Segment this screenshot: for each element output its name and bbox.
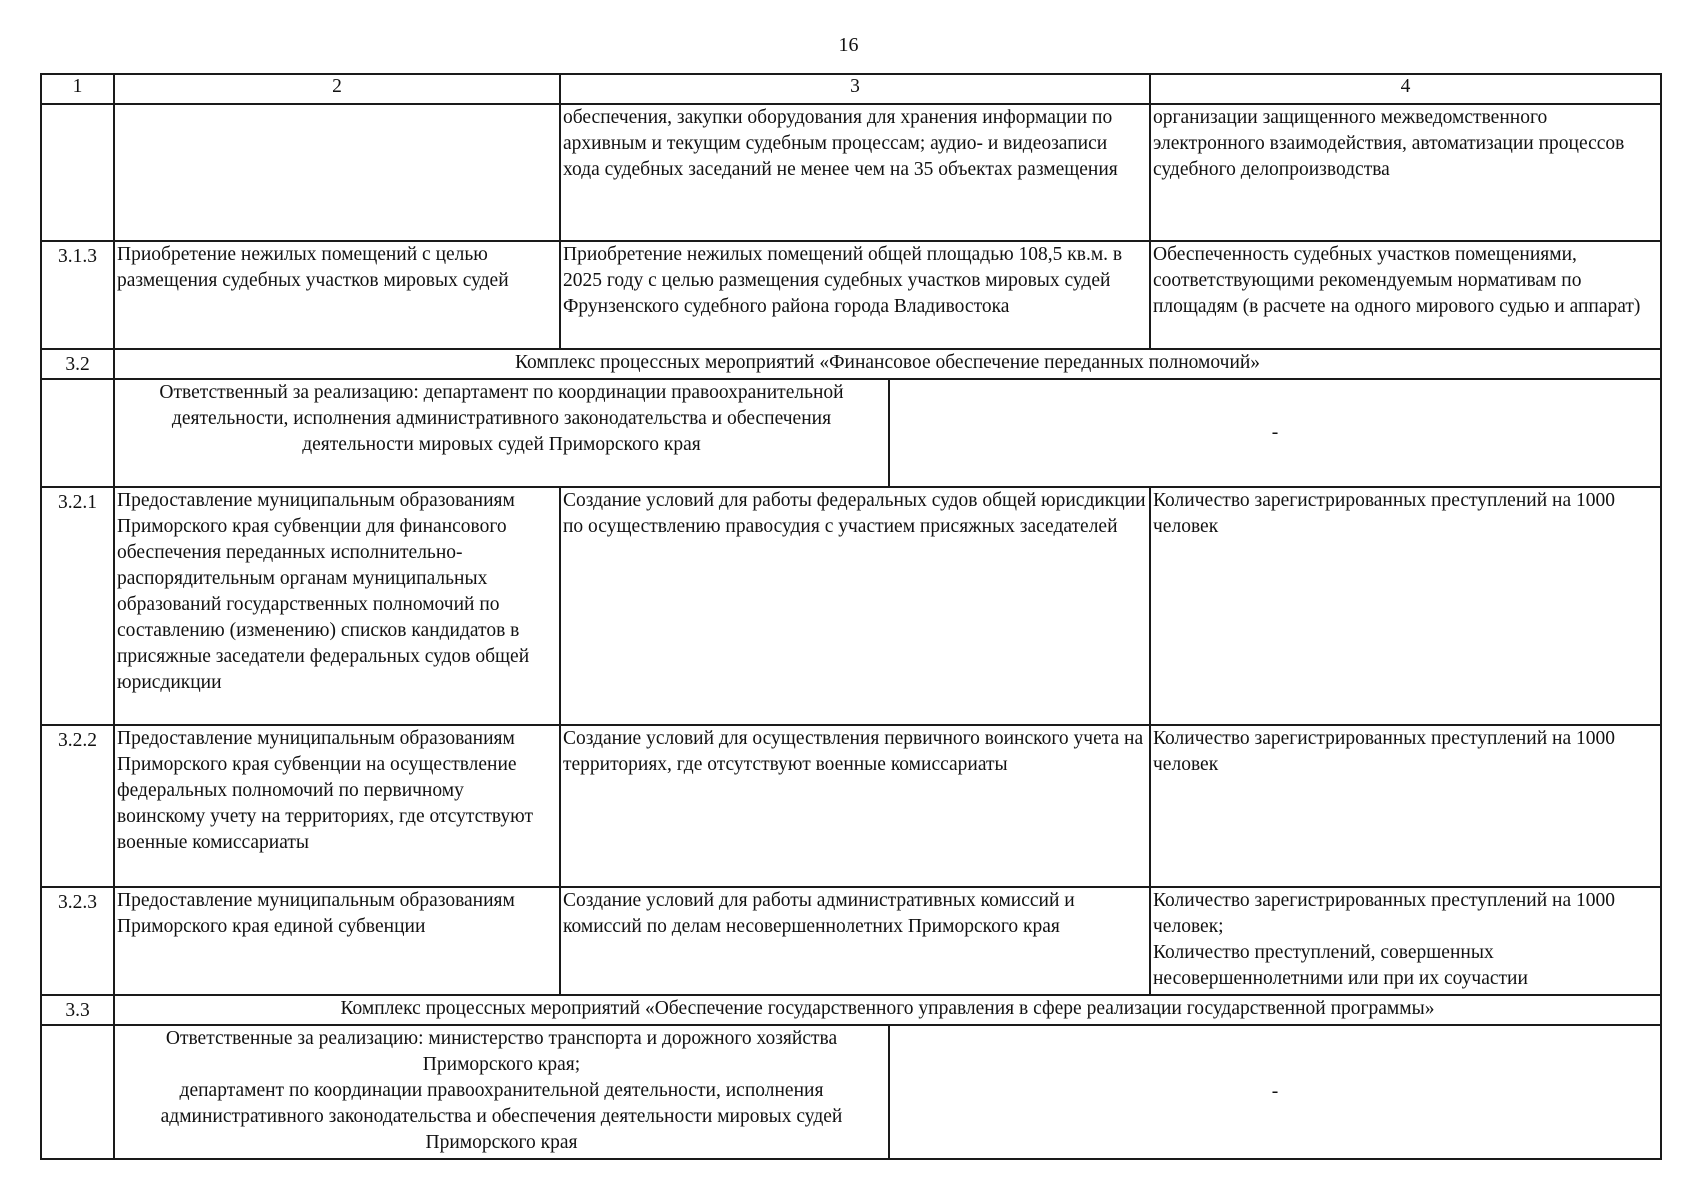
section-number-cell: 3.3	[41, 995, 114, 1025]
task-cell: Создание условий для работы федеральных судов общей юрисдикции по осуществлению правосудия с участием присяжных заседателей	[560, 487, 1150, 725]
table-row	[41, 725, 1661, 887]
responsible-row	[41, 379, 1661, 487]
header-cell-4: 4	[1150, 74, 1661, 104]
table-header-row	[41, 74, 1661, 104]
indicator-line: Количество преступлений, совершенных несовершеннолетними или при их соучастии	[1153, 942, 1528, 989]
event-name-cell: Предоставление муниципальным образованиям Приморского края субвенции для финансового обеспечения переданных исполнительно-распорядительным органам муниципальных образований государственных полномочий по составлению (изменению) списков кандидатов в присяжные заседатели федеральных судов общей юрисдикции	[114, 487, 560, 725]
row-number-cell: 3.2.3	[41, 887, 114, 995]
responsible-cell: Ответственный за реализацию: департамент по координации правоохранительной деятельности, исполнения административного законодательства и обеспечения деятельности мировых судей Приморского края	[114, 379, 889, 487]
responsible-cell	[114, 1025, 889, 1159]
header-cell-3: 3	[560, 74, 1150, 104]
section-number-cell: 3.2	[41, 349, 114, 379]
section-title-cell: Комплекс процессных мероприятий «Финансовое обеспечение переданных полномочий»	[114, 349, 1661, 379]
row-number-cell: 3.1.3	[41, 241, 114, 349]
table-row	[41, 487, 1661, 725]
responsible-row	[41, 1025, 1661, 1159]
table-row	[41, 887, 1661, 995]
task-cell: Создание условий для осуществления первичного воинского учета на территориях, где отсутствуют военные комиссариаты	[560, 725, 1150, 887]
responsible-line: департамент по координации правоохранительной деятельности, исполнения административного законодательства и обеспечения деятельности мировых судей Приморского края	[160, 1080, 843, 1153]
indicator-cell: Количество зарегистрированных преступлений на 1000 человек	[1150, 725, 1661, 887]
page-number: 16	[838, 34, 859, 56]
event-name-cell	[114, 104, 560, 241]
indicator-cell	[1150, 887, 1661, 995]
dash-cell: -	[889, 379, 1661, 487]
row-number-cell	[41, 1025, 114, 1159]
event-name-cell: Предоставление муниципальным образованиям Приморского края единой субвенции	[114, 887, 560, 995]
table-row	[41, 241, 1661, 349]
indicator-cell: Обеспеченность судебных участков помещениями, соответствующими рекомендуемым нормативам по площадям (в расчете на одного мирового судью и аппарат)	[1150, 241, 1661, 349]
indicator-cell: организации защищенного межведомственного электронного взаимодействия, автоматизации процессов судебного делопроизводства	[1150, 104, 1661, 241]
header-cell-1: 1	[41, 74, 114, 104]
event-name-cell: Предоставление муниципальным образованиям Приморского края субвенции на осуществление федеральных полномочий по первичному воинскому учету на территориях, где отсутствуют военные комиссариаты	[114, 725, 560, 887]
dash-cell: -	[889, 1025, 1661, 1159]
program-table	[40, 73, 1662, 1160]
section-row	[41, 995, 1661, 1025]
task-cell: Создание условий для работы административных комиссий и комиссий по делам несовершеннолетних Приморского края	[560, 887, 1150, 995]
row-number-cell: 3.2.2	[41, 725, 114, 887]
row-number-cell	[41, 379, 114, 487]
responsible-line: Ответственные за реализацию: министерство транспорта и дорожного хозяйства Приморского края;	[165, 1028, 838, 1075]
task-cell: обеспечения, закупки оборудования для хранения информации по архивным и текущим судебным процессам; аудио- и видеозаписи хода судебных заседаний не менее чем на 35 объектах размещения	[560, 104, 1150, 241]
indicator-line: Количество зарегистрированных преступлений на 1000 человек;	[1153, 890, 1615, 937]
table-row	[41, 104, 1661, 241]
section-row	[41, 349, 1661, 379]
header-cell-2: 2	[114, 74, 560, 104]
row-number-cell: 3.2.1	[41, 487, 114, 725]
event-name-cell: Приобретение нежилых помещений с целью размещения судебных участков мировых судей	[114, 241, 560, 349]
indicator-cell: Количество зарегистрированных преступлений на 1000 человек	[1150, 487, 1661, 725]
section-title-cell: Комплекс процессных мероприятий «Обеспечение государственного управления в сфере реализации государственной программы»	[114, 995, 1661, 1025]
task-cell: Приобретение нежилых помещений общей площадью 108,5 кв.м. в 2025 году с целью размещения судебных участков мировых судей Фрунзенского судебного района города Владивостока	[560, 241, 1150, 349]
row-number-cell	[41, 104, 114, 241]
